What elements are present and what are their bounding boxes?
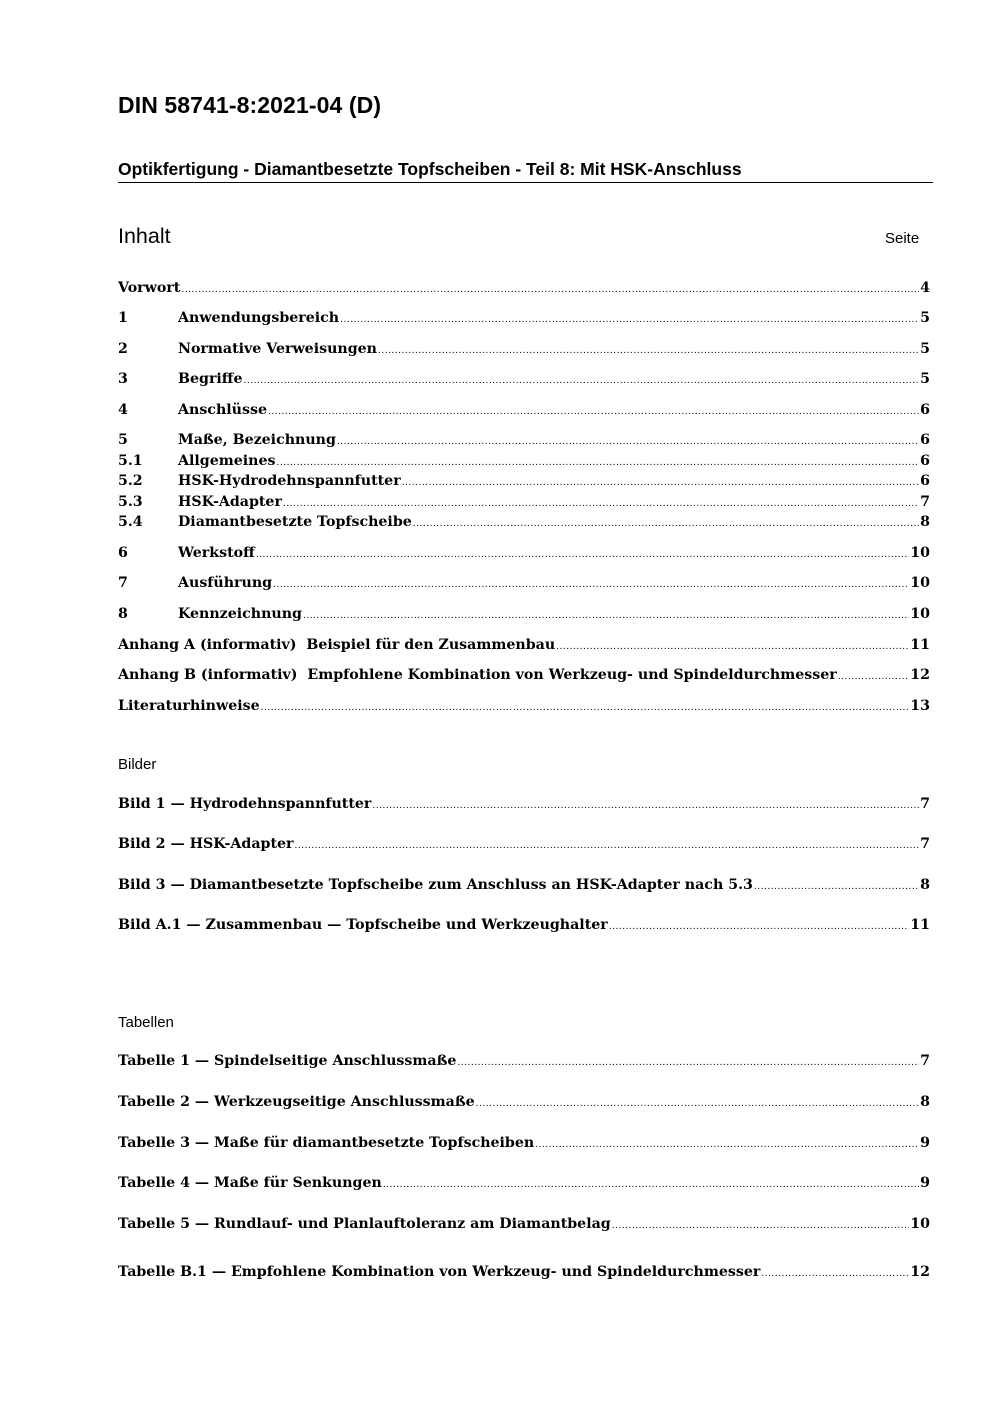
toc-entry-page: 4 [920, 280, 930, 296]
toc-entry-number: 5.2 [118, 473, 143, 489]
toc-entry-page: 8 [920, 514, 930, 530]
dot-leader [340, 310, 919, 326]
figure-entry-title: Bild 1 — Hydrodehnspannfutter [118, 796, 372, 812]
toc-entry-number: 4 [118, 402, 128, 418]
dot-leader [556, 637, 909, 653]
toc-entry-page: 5 [920, 341, 930, 357]
figure-entry-1[interactable] [118, 796, 930, 816]
dot-leader [243, 371, 919, 387]
dot-leader [612, 1216, 910, 1232]
dot-leader [535, 1135, 919, 1151]
toc-entry-title: Vorwort [118, 280, 181, 296]
figure-entry-page: 7 [920, 836, 930, 852]
figure-entry-page: 11 [910, 917, 930, 933]
dot-leader [761, 1264, 909, 1280]
toc-entry-vorwort[interactable] [118, 280, 930, 300]
toc-entry-1[interactable] [118, 310, 930, 330]
toc-entry-5-1[interactable] [118, 453, 930, 473]
dot-leader [754, 877, 919, 893]
toc-entry-anhang-a[interactable] [118, 637, 930, 657]
table-entry-title: Tabelle 1 — Spindelseitige Anschlussmaße [118, 1053, 457, 1069]
toc-entry-number: 5.1 [118, 453, 143, 469]
toc-entry-title: Kennzeichnung [178, 606, 302, 622]
dot-leader [413, 514, 919, 530]
table-entry-4[interactable] [118, 1175, 930, 1195]
dot-leader [402, 473, 919, 489]
table-entry-2[interactable] [118, 1094, 930, 1114]
toc-entry-title: Werkstoff [178, 545, 255, 561]
toc-entry-4[interactable] [118, 402, 930, 422]
toc-entry-number: 8 [118, 606, 128, 622]
toc-entry-5-4[interactable] [118, 514, 930, 534]
toc-entry-title: Anwendungsbereich [178, 310, 340, 326]
dot-leader [273, 575, 909, 591]
table-entry-page: 8 [920, 1094, 930, 1110]
title-divider [118, 182, 933, 183]
toc-entry-number: 5.4 [118, 514, 143, 530]
toc-entry-page: 5 [920, 371, 930, 387]
dot-leader [372, 796, 919, 812]
toc-entry-title: Normative Verweisungen [178, 341, 377, 357]
dot-leader [268, 402, 919, 418]
dot-leader [261, 698, 910, 714]
toc-entry-title: HSK-Hydrodehnspannfutter [178, 473, 401, 489]
toc-entry-title: Anhang A (informativ) Beispiel für den Zusammenbau [118, 637, 556, 653]
dot-leader [283, 494, 919, 510]
table-entry-1[interactable] [118, 1053, 930, 1073]
table-entry-5[interactable] [118, 1216, 930, 1236]
toc-entry-page: 12 [910, 667, 930, 683]
dot-leader [476, 1094, 919, 1110]
tables-heading: Tabellen [118, 1014, 174, 1031]
figures-heading: Bilder [118, 756, 157, 773]
toc-entry-page: 6 [920, 453, 930, 469]
figure-entry-3[interactable] [118, 877, 930, 897]
toc-entry-number: 7 [118, 575, 128, 591]
dot-leader [256, 545, 909, 561]
toc-entry-number: 1 [118, 310, 128, 326]
table-entry-page: 10 [910, 1216, 930, 1232]
figure-entry-title: Bild A.1 — Zusammenbau — Topfscheibe und Werkzeughalter [118, 917, 608, 933]
toc-entry-page: 11 [910, 637, 930, 653]
table-entry-page: 7 [920, 1053, 930, 1069]
table-entry-title: Tabelle 4 — Maße für Senkungen [118, 1175, 382, 1191]
toc-entry-title: Allgemeines [178, 453, 276, 469]
dot-leader [277, 453, 920, 469]
dot-leader [378, 341, 919, 357]
table-entry-3[interactable] [118, 1135, 930, 1155]
toc-entry-title: Ausführung [178, 575, 273, 591]
figure-entry-title: Bild 3 — Diamantbesetzte Topfscheibe zum Anschluss an HSK-Adapter nach 5.3 [118, 877, 753, 893]
toc-entry-2[interactable] [118, 341, 930, 361]
toc-entry-anhang-b[interactable] [118, 667, 930, 687]
toc-entry-title: Anhang B (informativ) Empfohlene Kombination von Werkzeug- und Spindeldurchmesser [118, 667, 837, 683]
toc-entry-title: Anschlüsse [178, 402, 267, 418]
toc-entry-6[interactable] [118, 545, 930, 565]
dot-leader [838, 667, 909, 683]
table-entry-title: Tabelle 5 — Rundlauf- und Planlauftoleranz am Diamantbelag [118, 1216, 611, 1232]
table-entry-title: Tabelle 3 — Maße für diamantbesetzte Topfscheiben [118, 1135, 535, 1151]
toc-entry-page: 10 [910, 575, 930, 591]
document-subtitle: Optikfertigung - Diamantbesetzte Topfscheiben - Teil 8: Mit HSK-Anschluss [118, 159, 742, 179]
document-id: DIN 58741-8:2021-04 (D) [118, 92, 382, 118]
toc-entry-number: 2 [118, 341, 128, 357]
table-entry-page: 9 [920, 1175, 930, 1191]
toc-entry-page: 6 [920, 473, 930, 489]
toc-entry-page: 13 [910, 698, 930, 714]
dot-leader [303, 606, 909, 622]
table-entry-page: 12 [910, 1264, 930, 1280]
toc-heading: Inhalt [118, 224, 171, 248]
toc-entry-5-3[interactable] [118, 494, 930, 514]
toc-entry-7[interactable] [118, 575, 930, 595]
dot-leader [295, 836, 920, 852]
table-entry-title: Tabelle B.1 — Empfohlene Kombination von Werkzeug- und Spindeldurchmesser [118, 1264, 761, 1280]
toc-entry-number: 5 [118, 432, 128, 448]
toc-entry-page: 6 [920, 402, 930, 418]
dot-leader [337, 432, 919, 448]
table-entry-b1[interactable] [118, 1264, 930, 1284]
figure-entry-title: Bild 2 — HSK-Adapter [118, 836, 294, 852]
toc-entry-number: 5.3 [118, 494, 143, 510]
dot-leader [383, 1175, 919, 1191]
toc-entry-page: 10 [910, 545, 930, 561]
toc-entry-page: 7 [920, 494, 930, 510]
toc-entry-title: Diamantbesetzte Topfscheibe [178, 514, 412, 530]
page-column-label: Seite [885, 230, 920, 247]
toc-entry-title: Maße, Bezeichnung [178, 432, 336, 448]
toc-entry-number: 3 [118, 371, 128, 387]
toc-entry-5-2[interactable] [118, 473, 930, 493]
toc-entry-page: 6 [920, 432, 930, 448]
toc-entry-title: HSK-Adapter [178, 494, 282, 510]
figure-entry-2[interactable] [118, 836, 930, 856]
toc-entry-title: Begriffe [178, 371, 243, 387]
toc-entry-page: 5 [920, 310, 930, 326]
toc-entry-5[interactable] [118, 432, 930, 452]
dot-leader [181, 280, 919, 296]
dot-leader [609, 917, 909, 933]
toc-entry-3[interactable] [118, 371, 930, 391]
figure-entry-a1[interactable] [118, 917, 930, 937]
toc-entry-title: Literaturhinweise [118, 698, 260, 714]
dot-leader [457, 1053, 919, 1069]
figure-entry-page: 7 [920, 796, 930, 812]
toc-entry-number: 6 [118, 545, 128, 561]
toc-entry-page: 10 [910, 606, 930, 622]
toc-entry-literatur[interactable] [118, 698, 930, 718]
table-entry-page: 9 [920, 1135, 930, 1151]
table-entry-title: Tabelle 2 — Werkzeugseitige Anschlussmaße [118, 1094, 475, 1110]
toc-entry-8[interactable] [118, 606, 930, 626]
figure-entry-page: 8 [920, 877, 930, 893]
